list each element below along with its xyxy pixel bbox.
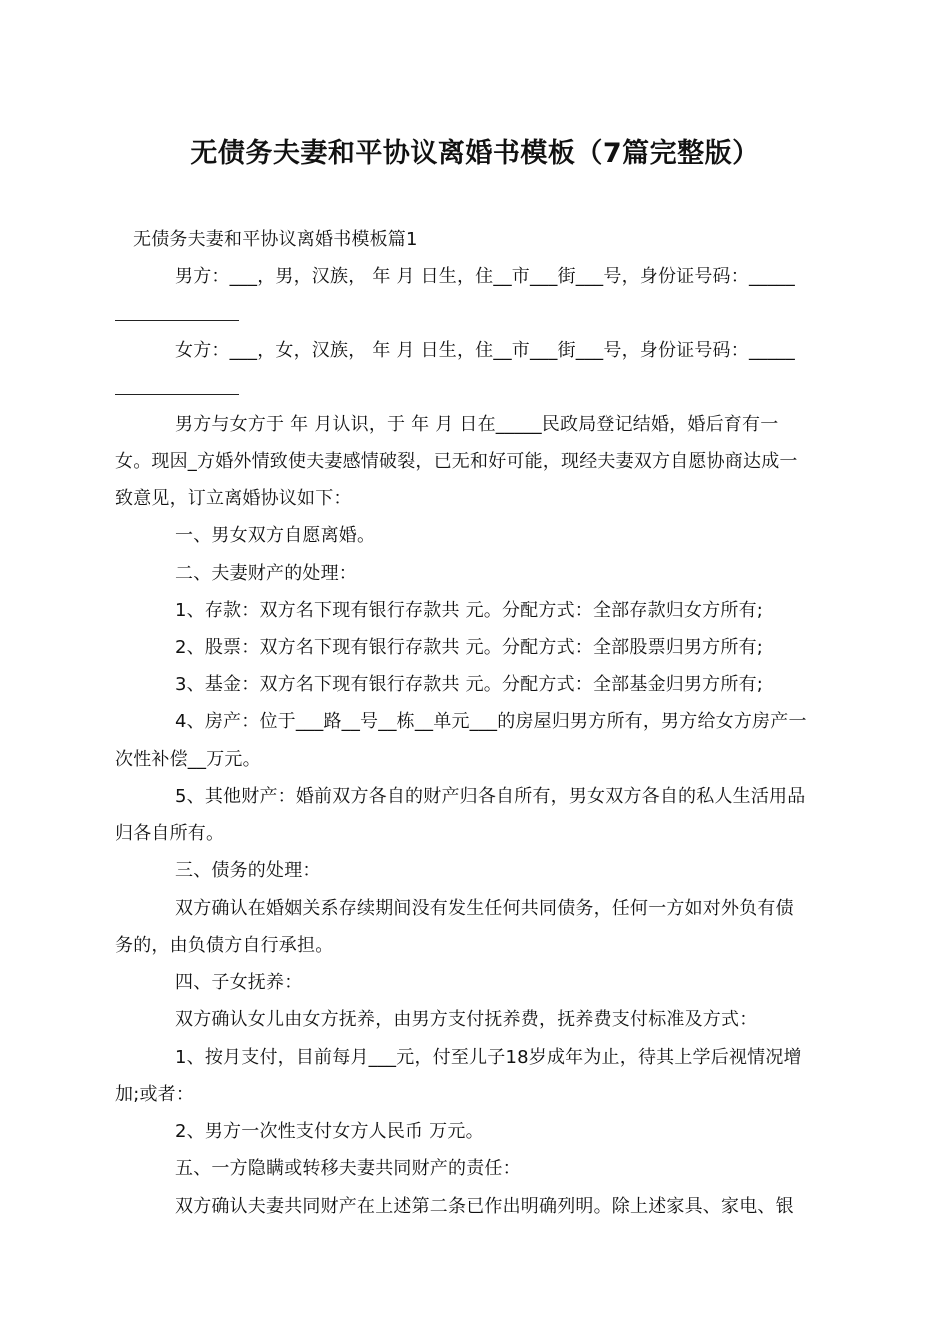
intro-paragraph-line: 女。现因_方婚外情致使夫妻感情破裂，已无和好可能，现经夫妻双方自愿协商达成一 [115,451,798,472]
debt-paragraph-line: 双方确认在婚姻关系存续期间没有发生任何共同债务，任何一方如对外负有债 [175,898,794,919]
property-item: 4、房产：位于___路__号__栋__单元___的房屋归男方所有，男方给女方房产一 [175,711,807,732]
intro-paragraph-line: 致意见，订立离婚协议如下： [115,488,352,509]
property-item: 3、基金：双方名下现有银行存款共 元。分配方式：全部基金归男方所有; [175,674,764,695]
property-item: 次性补偿__万元。 [115,749,261,770]
id-number-blank-rule [115,394,239,395]
clause-heading: 二、夫妻财产的处理： [175,563,357,584]
property-item: 1、存款：双方名下现有银行存款共 元。分配方式：全部存款归女方所有; [175,600,764,621]
intro-paragraph-line: 男方与女方于 年 月认识，于 年 月 日在_____民政局登记结婚，婚后育有一 [175,414,779,435]
child-support-item: 1、按月支付，目前每月___元，付至儿子18岁成年为止，待其上学后视情况增 [175,1047,802,1068]
clause-heading: 三、债务的处理： [175,860,321,881]
clause-heading: 一、男女双方自愿离婚。 [175,525,376,546]
man-info-line: 男方：___，男，汉族， 年 月 日生，住__市___街___号，身份证号码：_____ [175,266,795,287]
clause-heading: 五、一方隐瞒或转移夫妻共同财产的责任： [175,1158,521,1179]
clause-heading: 四、子女抚养： [175,972,303,993]
child-paragraph: 双方确认女儿由女方抚养，由男方支付抚养费，抚养费支付标准及方式： [175,1009,758,1030]
debt-paragraph-line: 务的，由负债方自行承担。 [115,935,334,956]
property-item: 归各自所有。 [115,823,225,844]
child-support-item: 2、男方一次性支付女方人民币 万元。 [175,1121,484,1142]
liability-paragraph-line: 双方确认夫妻共同财产在上述第二条已作出明确列明。除上述家具、家电、银 [175,1196,794,1217]
property-item: 2、股票：双方名下现有银行存款共 元。分配方式：全部股票归男方所有; [175,637,764,658]
document-title: 无债务夫妻和平协议离婚书模板（7篇完整版） [190,138,760,169]
child-support-item: 加;或者： [115,1084,195,1105]
id-number-blank-rule [115,320,239,321]
property-item: 5、其他财产：婚前双方各自的财产归各自所有，男女双方各自的私人生活用品 [175,786,806,807]
woman-info-line: 女方：___，女，汉族， 年 月 日生，住__市___街___号，身份证号码：_____ [175,340,795,361]
section-heading: 无债务夫妻和平协议离婚书模板篇1 [133,229,418,250]
